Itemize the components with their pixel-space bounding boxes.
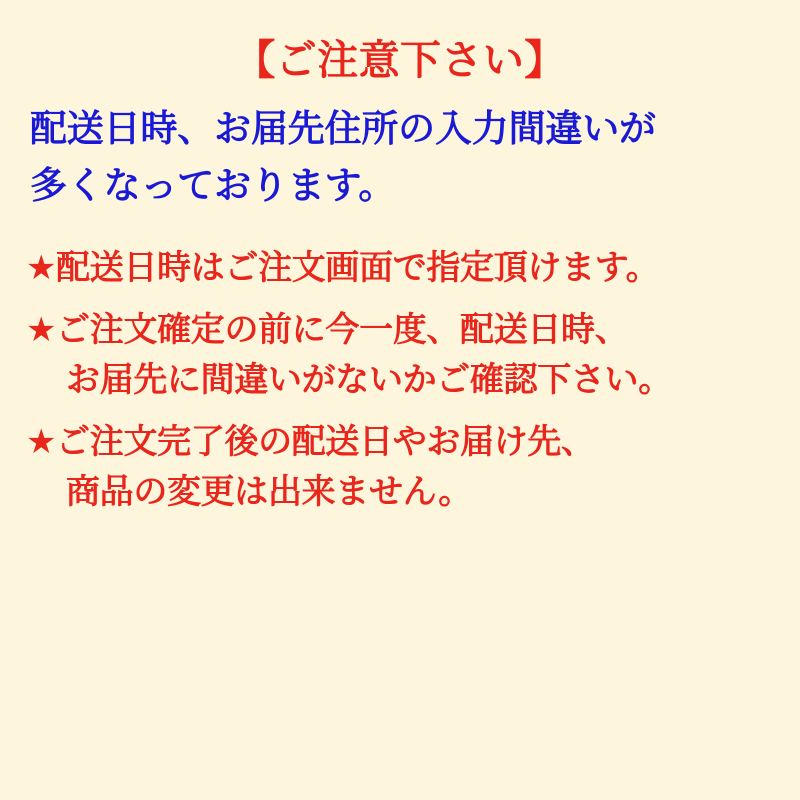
bullet-line: ご注文完了後の配送日やお届け先、 bbox=[56, 421, 595, 462]
star-icon: ★ bbox=[26, 247, 57, 288]
page-title: 【ご注意下さい】 bbox=[234, 36, 566, 84]
list-item bbox=[26, 244, 774, 294]
lead-line-1: 配送日時、お届先住所の入力間違いが bbox=[30, 107, 656, 151]
list-item bbox=[26, 418, 774, 518]
list-item bbox=[26, 306, 774, 406]
bullet-line-continued: 商品の変更は出来ません。 bbox=[66, 471, 472, 512]
bullet-list bbox=[26, 244, 774, 518]
bullet-line: 配送日時はご注文画面で指定頂けます。 bbox=[56, 247, 660, 288]
lead-line-2: 多くなっております。 bbox=[30, 163, 396, 207]
bullet-line: ご注文確定の前に今一度、配送日時、 bbox=[56, 309, 629, 350]
bullet-line-continued: お届先に間違いがないかご確認下さい。 bbox=[66, 359, 672, 400]
star-icon: ★ bbox=[26, 309, 57, 350]
star-icon: ★ bbox=[26, 421, 57, 462]
lead-paragraph bbox=[26, 101, 774, 213]
